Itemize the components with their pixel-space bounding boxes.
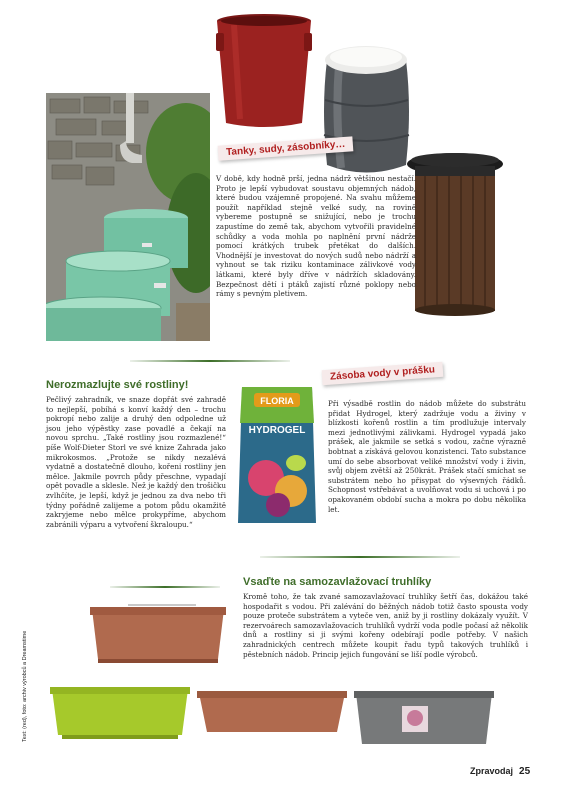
red-barrel-image: [214, 13, 314, 128]
rain-barrels-photo: [46, 93, 210, 341]
section-divider: [130, 360, 290, 362]
package-name: HYDROGEL: [248, 425, 306, 436]
package-brand: FLORIA: [260, 396, 294, 406]
section-divider: [110, 586, 220, 588]
plants-paragraph: Pečlivý zahradník, ve snaze dopřát své zahradě to nejlepší, pobíhá s konví každý den – trochu pokropí nebo zalije a druhý den odpoledne už jsou jeho výpěstky zase povadlé a čekají na novou sprchu. „Také rostliny jsou rozmazlené!“ píše Wolf-Dieter Storl ve své knize Zahrada jako mikrokosmos. „Protože se nikdy nezalévá vydatně a dostatečně dlouho, kořeni rostliny jen mělce. Jakmile povrch půdy přeschne, vypadají opět povadle a sklesle. Než je každý den trošičku zvlhčíte, je lepší, když je jednou za dva nebo tři týdny pořádně zalijeme a potom půdu okamžitě zakryjeme nebo mělce prokypříme, abychom zabránili výparu a vytvoření škraloupu.“: [46, 395, 226, 529]
grey-planter-image: [354, 688, 494, 748]
footer: [470, 766, 530, 777]
section-tag-hydrogel: Zásoba vody v prášku: [322, 362, 444, 385]
heading-selfwatering: Vsaďte na samozavlažovací truhlíky: [243, 576, 432, 588]
selfwatering-paragraph: Kromě toho, že tak zvané samozavlažovací truhlíky šetří čas, dokážou také hospodařit s vodou. Při zalévání do běžných nádob totiž často spousta vody pouze proteče substrátem a vyteče ven, aniž by ji rostliny dokázaly využít. V rezervoárech samozavlažovacích truhlíků vydrží voda podle počasí až několik dnů a rostliny si ji svými kořeny odebírají podle potřeby. V našich zahradnických centrech můžete koupit řadu typů takových truhlíků i pěstebních nádob. Princip jejich fungování se liší podle výrobců.: [243, 592, 528, 659]
heading-plants: Nerozmazlujte své rostliny!: [46, 379, 189, 391]
hydrogel-package-image: [236, 383, 318, 525]
section-divider: [260, 556, 460, 558]
terracotta-planter-image: [197, 688, 347, 736]
tanks-paragraph: V době, kdy hodně prší, jedna nádrž většinou nestačí. Proto je lepší vybudovat soustavu objemných nádob, které budou vzájemně propojené. Na svahu můžeme použít například stejně velké sudy, na rovině vybereme postupně se snižující, nebo je trochu zapustíme do země tak, abychom vytvořili pravidelné schůdky a voda mohla po naplnění první nádrže pomocí krátkých trubek přetékat do dalších. Vhodnější je investovat do nových sudů nebo nádrží a vyhnout se tak riziku kontaminace zálivkové vody látkami, které byly dříve v nádržích skladovány. Bezpečnost dětí i ptáků zajistí různé poklopy nebo rámy s pevným pletivem.: [216, 174, 416, 299]
page-number: 25: [519, 766, 531, 777]
terracotta-planter-image: [88, 603, 228, 665]
hydrogel-paragraph: Při výsadbě rostlin do nádob můžete do substrátu přidat Hydrogel, který zadržuje vodu a živiny v blízkosti kořenů rostlin a tím prodlužuje intervaly mezi jednotlivými zálivkami. Hydrogel vypadá jako prášek, ale jakmile se setká s vodou, začne výrazně bobtnat a získává gelovou konzistenci. Tato substance umí do sebe absorbovat veliké množství vody i živin, svůj objem zvětší až 250krát. Prášek stačí smíchat se substrátem nebo ho přisypat do výsevných řádků. Schopnost vstřebávat a uvolňovat vodu si uchová i po opakovaném období sucha a mokra po dobu několika let.: [328, 399, 526, 514]
grey-barrel-image: [319, 40, 414, 180]
lime-planter-image: [50, 683, 190, 741]
section-tag-tanks: Tanky, sudy, zásobníky…: [218, 136, 354, 160]
magazine-name: Zpravodaj: [470, 766, 514, 776]
brown-barrel-image: [405, 150, 505, 318]
photo-credit: Text: (red), foto: archiv výrobců a Dreamstime: [22, 630, 28, 742]
